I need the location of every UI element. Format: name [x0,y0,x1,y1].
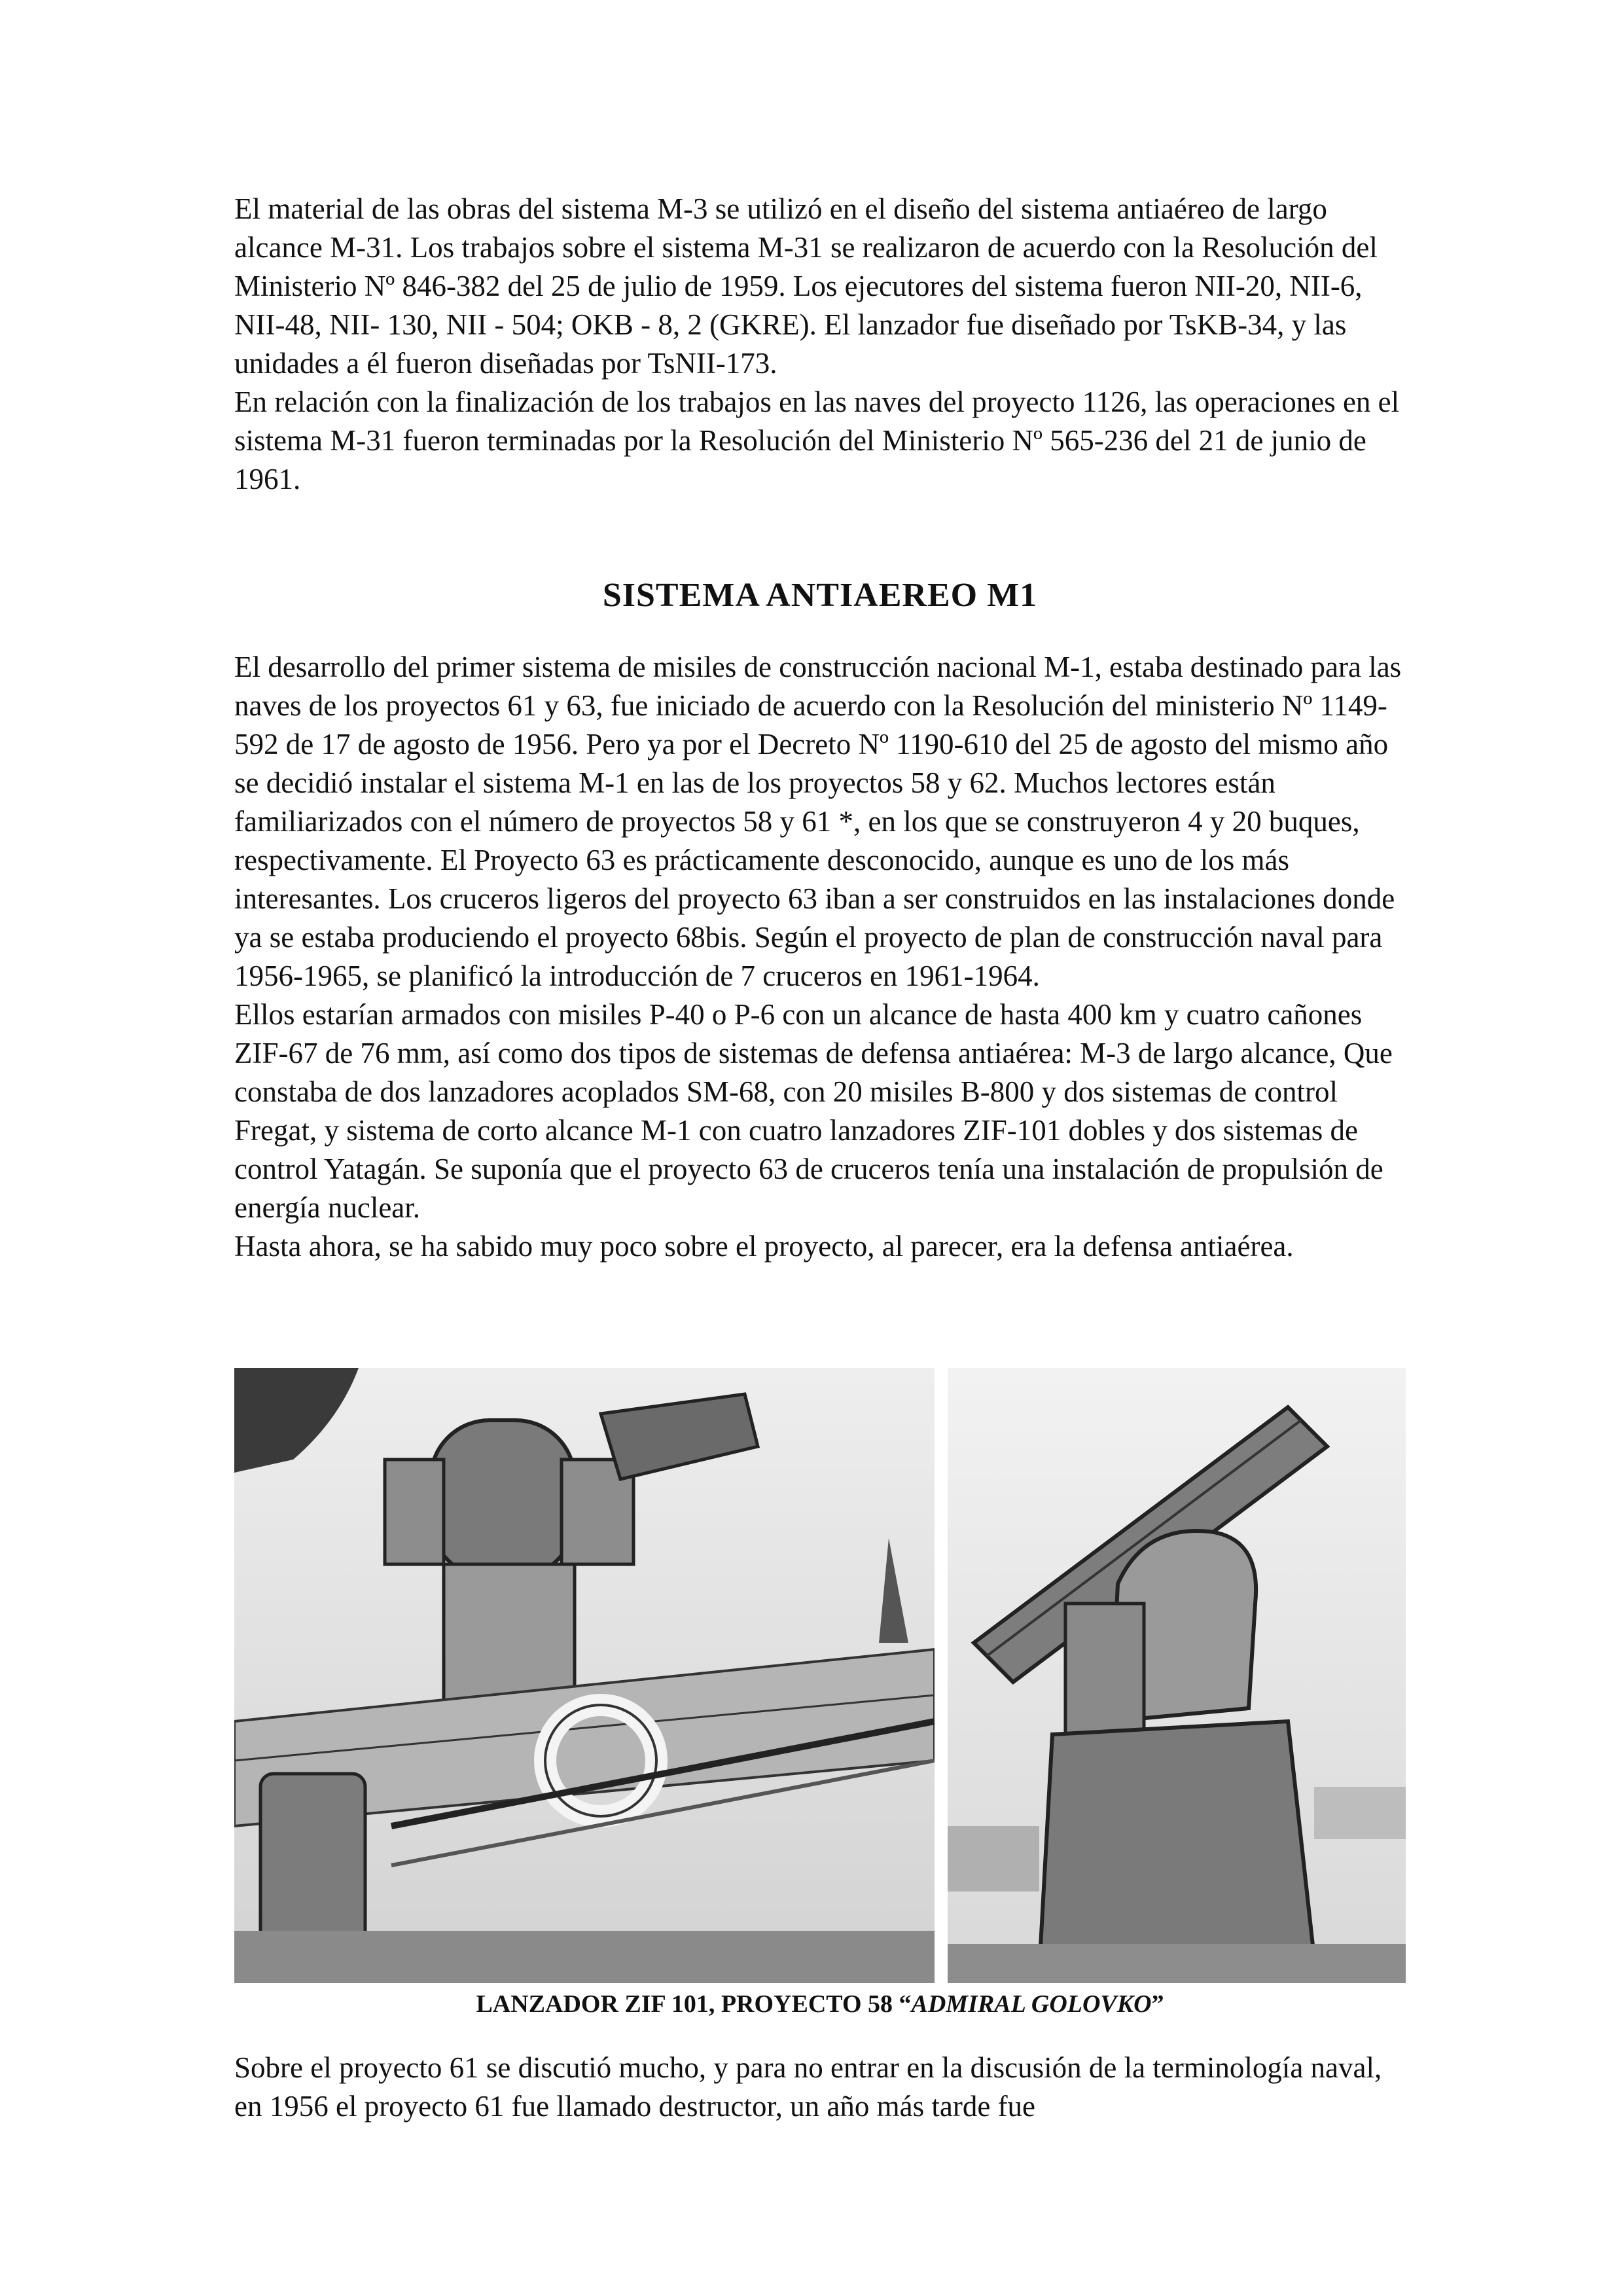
m1-section [234,648,1406,1266]
paragraph: Hasta ahora, se ha sabido muy poco sobre el proyecto, al parecer, era la defensa antiaérea. [234,1230,1294,1263]
paragraph: El desarrollo del primer sistema de misiles de construcción nacional M-1, estaba destinado para las naves de los proyectos 61 y 63, fue iniciado de acuerdo con la Resolución del ministerio Nº 1149-592 de 17 de agosto de 1956. Pero ya por el Decreto Nº 1190-610 del 25 de agosto del mismo año se decidió instalar el sistema M-1 en las de los proyectos 58 y 62. Muchos lectores están familiarizados con el número de proyectos 58 y 61 *, en los que se construyeron 4 y 20 buques, respectivamente. El Proyecto 63 es prácticamente desconocido, aunque es uno de los más interesantes. Los cruceros ligeros del proyecto 63 iban a ser construidos en las instalaciones donde ya se estaba produciendo el proyecto 68bis. Según el proyecto de plan de construcción naval para 1956-1965, se planificó la introducción de 7 cruceros en 1961-1964. [234,651,1402,992]
section-heading: SISTEMA ANTIAEREO M1 [602,577,1038,614]
caption-prefix: LANZADOR ZIF 101, PROYECTO 58 “ [476,1990,912,2018]
paragraph: Sobre el proyecto 61 se discutió mucho, y para no entrar en la discusión de la terminología naval, en 1956 el proyecto 61 fue llamado destructor, un año más tarde fue [234,2051,1382,2123]
launcher-photo-right [948,1368,1406,1983]
caption-suffix: ” [1151,1990,1164,2018]
paragraph: En relación con la finalización de los trabajos en las naves del proyecto 1126, las operaciones en el sistema M-31 fueron terminadas por la Resolución del Ministerio Nº 565-236 del 21 de junio de 1961. [234,386,1400,495]
launcher-photo-left [234,1368,935,1983]
photo-pair [234,1368,1406,1983]
photo-caption [234,1990,1406,2018]
paragraph: El material de las obras del sistema M-3 se utilizó en el diseño del sistema antiaéreo de largo alcance M-31. Los trabajos sobre el sistema M-31 se realizaron de acuerdo con la Resolución del Ministerio Nº 846-382 del 25 de julio de 1959. Los ejecutores del sistema fueron NII-20, NII-6, NII-48, NII- 130, NII - 504; OKB - 8, 2 (GKRE). El lanzador fue diseñado por TsKB-34, y las unidades a él fueron diseñadas por TsNII-173. [234,192,1378,380]
intro-section [234,190,1406,499]
project61-section [234,2049,1406,2126]
paragraph: Ellos estarían armados con misiles P-40 o P-6 con un alcance de hasta 400 km y cuatro cañones ZIF-67 de 76 mm, así como dos tipos de sistemas de defensa antiaérea: M-3 de largo alcance, Que constaba de dos lanzadores acoplados SM-68, con 20 misiles B-800 y dos sistemas de control Fregat, y sistema de corto alcance M-1 con cuatro lanzadores ZIF-101 dobles y dos sistemas de control Yatagán. Se suponía que el proyecto 63 de cruceros tenía una instalación de propulsión de energía nuclear. [234,998,1393,1224]
caption-ship-name: ADMIRAL GOLOVKO [911,1990,1152,2018]
